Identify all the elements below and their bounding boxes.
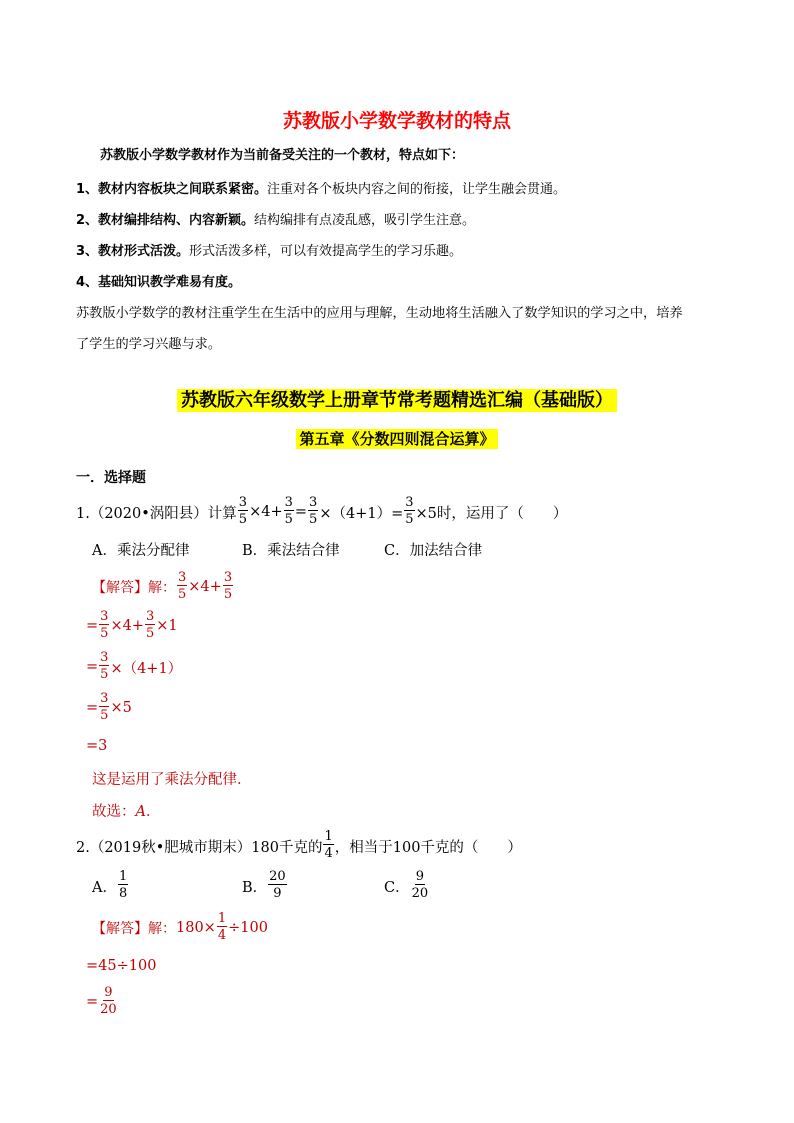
answer-label: 【解答】 — [92, 580, 148, 596]
question-2: 2.（2019秋•肥城市期末）180千克的 $\frac{1}{4}$ ，相当于100千克的（ ） — [76, 829, 522, 861]
q2-answer-line-1: 【解答】 解： 180× $\frac{1}{4}$ ÷100 — [92, 911, 268, 943]
q1-answer-line-1: 【解答】 解： $\frac{3}{5}$ ×4+ $\frac{3}{5}$ — [92, 570, 233, 602]
point-body: 结构编排有点凌乱感，吸引学生注意。 — [254, 213, 476, 228]
doc-title: 苏教版六年级数学上册章节常考题精选汇编（基础版） — [177, 389, 617, 412]
q1-answer-line-4: = $\frac{3}{5}$ ×5 — [86, 691, 132, 723]
fraction: $\frac{1}{8}$ — [118, 869, 128, 901]
answer-label: 【解答】 — [92, 921, 148, 937]
q1-option-b: B．乘法结合律 — [242, 543, 340, 559]
point-head: 1、教材内容板块之间联系紧密。 — [76, 182, 268, 197]
point-head: 2、教材编排结构、内容新颖。 — [76, 213, 255, 228]
fraction: $\frac{9}{20}$ — [411, 869, 429, 901]
chapter-title-wrap — [0, 428, 794, 449]
q2-answer-line-3: = $\frac{9}{20}$ — [86, 985, 117, 1017]
q1-answer-note: 这是运用了乘法分配律． — [92, 772, 252, 788]
question-1: 1.（2020•涡阳县）计算 $\frac{3}{5}$ ×4+ $\frac{3}{5}$ = $\frac{3}{5}$ ×（4+1）= $\frac{3}{5}$ ×5时，运用了（ ） — [76, 495, 568, 527]
fraction: $\frac{3}{5}$ — [284, 495, 293, 527]
intro-point-3 — [76, 240, 462, 259]
fraction: $\frac{3}{5}$ — [100, 691, 109, 723]
fraction: $\frac{20}{9}$ — [269, 869, 286, 901]
q1-answer-choice: 故选：A． — [92, 804, 161, 820]
q1-option-a: A．乘法分配律 — [92, 543, 190, 559]
intro-title: 苏教版小学数学教材的特点 — [282, 110, 511, 132]
q2-option-a: A． $\frac{1}{8}$ — [92, 869, 128, 901]
intro-point-2 — [76, 209, 475, 228]
q2-option-c: C． $\frac{9}{20}$ — [384, 869, 429, 901]
fraction: $\frac{1}{4}$ — [217, 911, 227, 943]
intro-point-1 — [76, 178, 566, 197]
fraction: $\frac{1}{4}$ — [324, 829, 333, 861]
chapter-title: 第五章《分数四则混合运算》 — [296, 429, 497, 449]
q2-option-b: B． $\frac{20}{9}$ — [242, 869, 286, 901]
q1-prefix: 1.（2020•涡阳县）计算 — [76, 505, 237, 522]
intro-paragraph-line-1: 苏教版小学数学的教材注重学生在生活中的应用与理解，生动地将生活融入了数学知识的学习之中，培养 — [76, 306, 683, 321]
section-heading: 一．选择题 — [76, 470, 146, 486]
q1-option-c: C．加法结合律 — [384, 543, 483, 559]
fraction: $\frac{3}{5}$ — [238, 495, 248, 527]
fraction: $\frac{3}{5}$ — [178, 570, 187, 602]
fraction: $\frac{9}{20}$ — [100, 985, 117, 1017]
point-body: 形式活泼多样，可以有效提高学生的学习乐趣。 — [189, 244, 463, 259]
fraction: $\frac{3}{5}$ — [309, 495, 318, 527]
fraction: $\frac{3}{5}$ — [100, 609, 109, 641]
q1-answer-line-3: = $\frac{3}{5}$ ×（4+1） — [86, 650, 183, 682]
point-head: 4、基础知识教学难易有度。 — [76, 275, 242, 290]
intro-paragraph-line-2: 了学生的学习兴趣与求。 — [76, 337, 222, 352]
point-body: 注重对各个板块内容之间的衔接，让学生融会贯通。 — [267, 182, 567, 197]
fraction: $\frac{3}{5}$ — [145, 609, 155, 641]
q1-answer-line-2: = $\frac{3}{5}$ ×4+ $\frac{3}{5}$ ×1 — [86, 609, 178, 641]
q1-answer-line-5: =3 — [86, 738, 108, 754]
fraction: $\frac{3}{5}$ — [405, 495, 414, 527]
q2-answer-line-2: =45÷100 — [86, 958, 157, 974]
q2-prefix: 2.（2019秋•肥城市期末）180千克的 — [76, 839, 323, 856]
intro-point-4 — [76, 271, 241, 290]
fraction: $\frac{3}{5}$ — [223, 570, 233, 602]
doc-title-wrap — [0, 386, 794, 412]
intro-lead: 苏教版小学数学教材作为当前备受关注的一个教材，特点如下： — [100, 148, 465, 163]
point-head: 3、教材形式活泼。 — [76, 244, 190, 259]
fraction: $\frac{3}{5}$ — [100, 650, 109, 682]
